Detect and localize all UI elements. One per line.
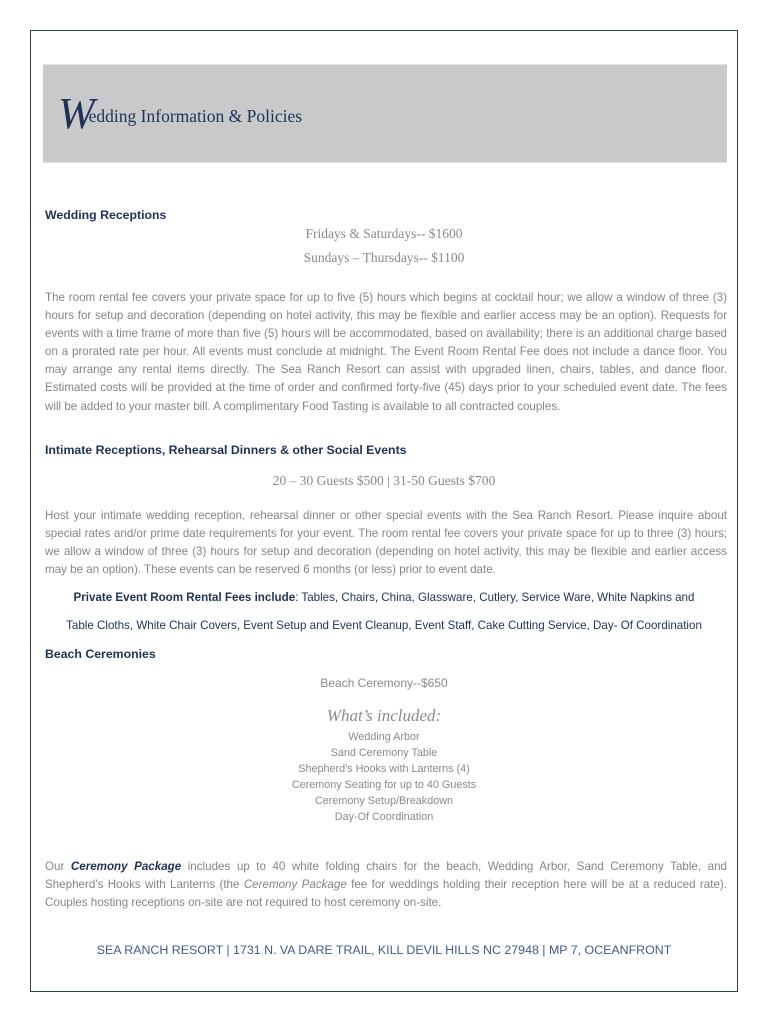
title-text: edding Information & Policies <box>88 106 303 126</box>
list-item: Sand Ceremony Table <box>330 746 438 759</box>
page-title <box>58 88 302 139</box>
receptions-body: The room rental fee covers your private space for up to five (5) hours which begins at cocktail hour; we allow a window of three (3) hours for setup and decoration (depending on hotel activity, this may be flexible and earlier access may be an option). Requests for events with a time frame of more than five (5) hours will be accommodated, based on availability; there is an additional charge based on a prorated rate per hour. All events must conclude at midnight. The Event Room Rental Fee does not include a dance floor. You may arrange any rental items directly. The Sea Ranch Resort can assist with upgraded linen, chairs, tables, and dance floor. Estimated costs will be provided at the time of order and confirmed forty-five (45) days prior to your scheduled event date. The fees will be added to your master bill. A complimentary Food Tasting is available to all contracted couples. <box>45 291 727 413</box>
included-items-list <box>30 730 738 825</box>
ceremony-package-paragraph <box>45 858 727 912</box>
package-pre: Our <box>45 860 71 873</box>
price-intimate: 20 – 30 Guests $500 | 31-50 Guests $700 <box>272 473 496 488</box>
section-heading-beach: Beach Ceremonies <box>45 647 156 661</box>
footer-address: SEA RANCH RESORT | 1731 N. VA DARE TRAIL, KILL DEVIL HILLS NC 27948 | MP 7, OCEANFRONT <box>96 943 672 957</box>
list-item: Day-Of Coordination <box>334 810 434 823</box>
includes-label: Private Event Room Rental Fees include <box>73 591 296 604</box>
section-heading-intimate: Intimate Receptions, Rehearsal Dinners & other Social Events <box>45 443 407 457</box>
list-item: Shepherd’s Hooks with Lanterns (4) <box>298 762 470 775</box>
package-name: Ceremony Package <box>70 860 182 873</box>
includes-text-1: : Tables, Chairs, China, Glassware, Cutlery, Service Ware, White Napkins and <box>295 591 695 604</box>
intimate-body: Host your intimate wedding reception, rehearsal dinner or other special events with the Sea Ranch Resort. Please inquire about special rates and/or prime date requirements for your event. The room rental fee covers your private space for up to three (3) hours; we allow a window of three (3) hours for setup and decoration (depending on hotel activity, this may be flexible and earlier access may be an option). These events can be reserved 6 months (or less) prior to event date. <box>45 509 727 577</box>
ceremony-package-body <box>45 858 727 912</box>
price-beach: Beach Ceremony--$650 <box>320 676 448 690</box>
title-initial: W <box>58 89 89 138</box>
list-item: Wedding Arbor <box>348 731 420 743</box>
list-item: Ceremony Seating for up to 40 Guests <box>291 778 477 791</box>
price-weekend: Fridays & Saturdays-- $1600 <box>305 226 463 241</box>
includes-line-2: Table Cloths, White Chair Covers, Event Setup and Event Cleanup, Event Staff, Cake Cutting Service, Day- Of Coordination <box>66 619 702 632</box>
receptions-paragraph <box>45 289 727 416</box>
package-name-2: Ceremony Package <box>243 878 347 892</box>
package-mid: includes up to 40 white folding chairs for the beach, Wedding Arbor, Sand Ceremony Table, and Shepherd’s Hooks with Lanterns (the <box>45 860 727 892</box>
section-heading-receptions: Wedding Receptions <box>45 208 167 222</box>
intimate-paragraph <box>45 507 727 579</box>
list-item: Ceremony Setup/Breakdown <box>314 794 454 807</box>
includes-line-1 <box>30 589 738 607</box>
package-post: fee for weddings holding their reception here will be at a reduced rate). Couples hosting receptions on-site are not required to host ceremony on-site. <box>45 878 727 910</box>
price-weekday: Sundays – Thursdays-- $1100 <box>303 250 465 265</box>
whats-included-heading: What’s included: <box>326 706 442 725</box>
